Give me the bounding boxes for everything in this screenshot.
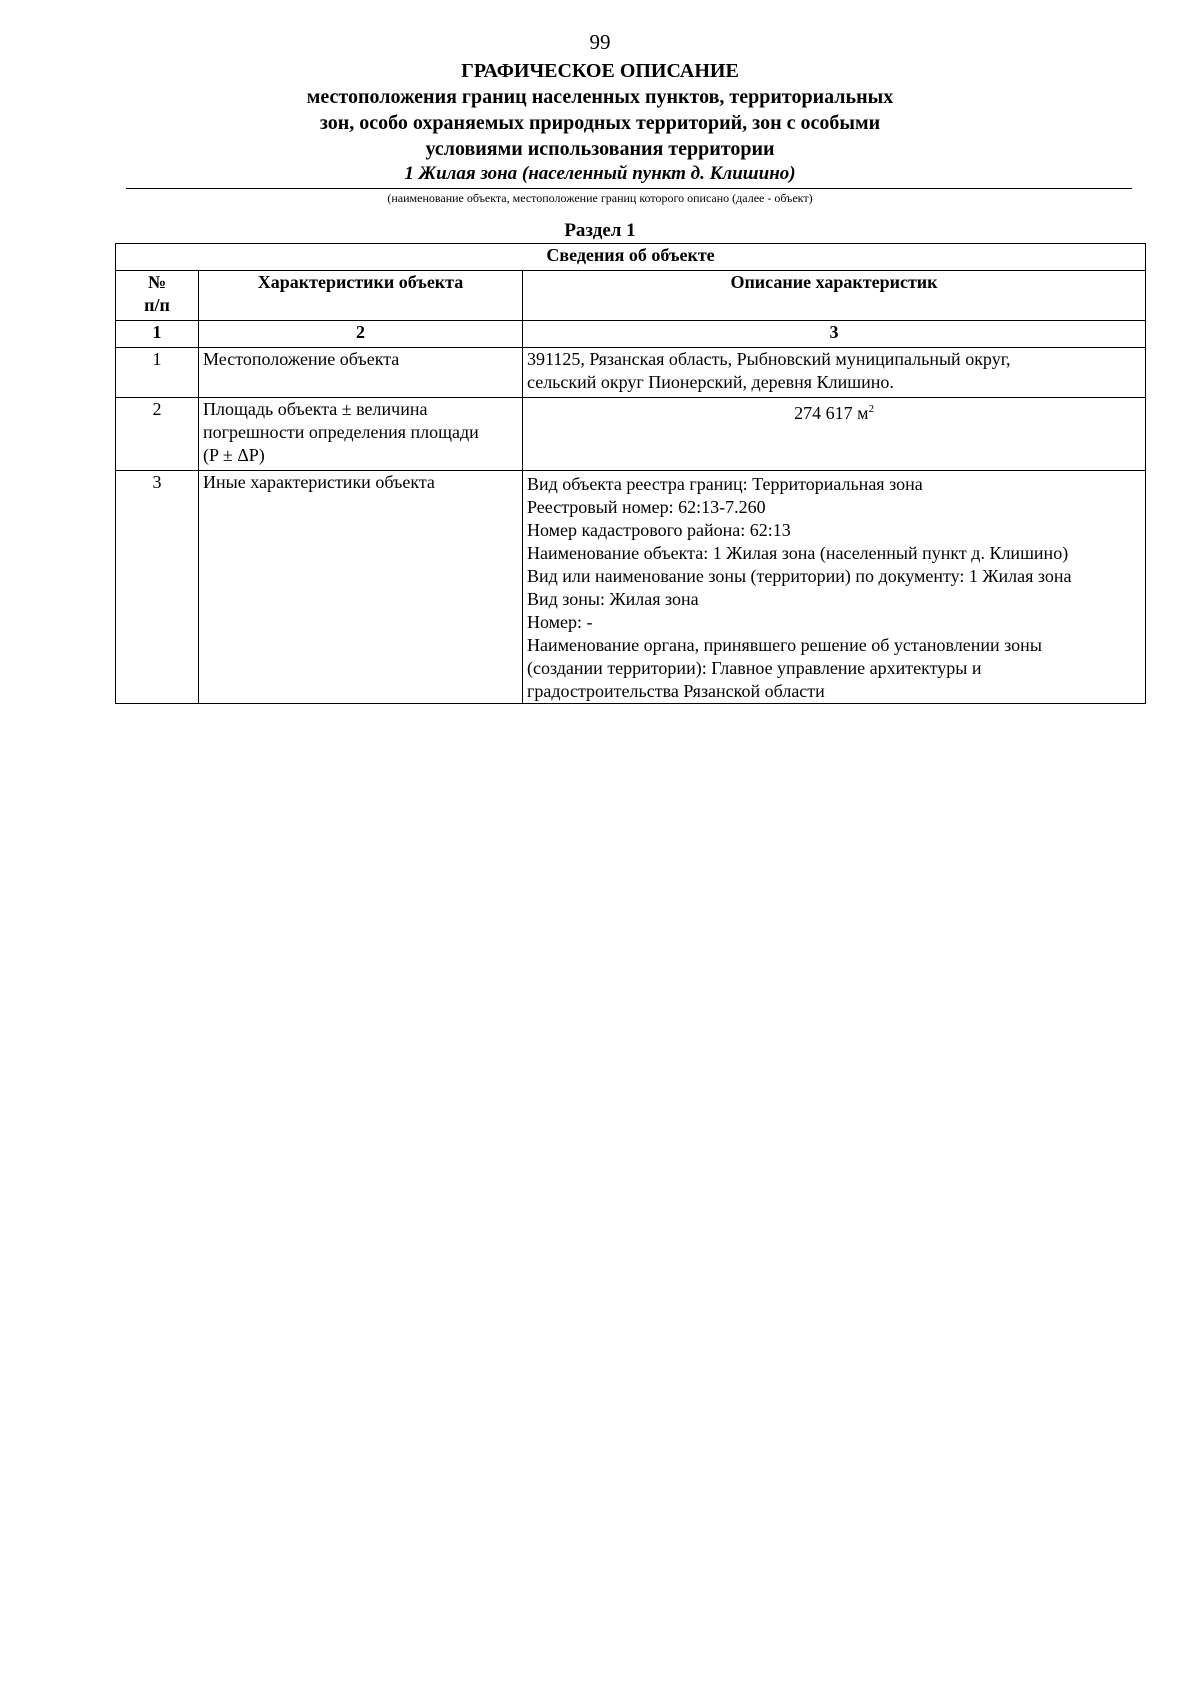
other-characteristic-line: Вид зоны: Жилая зона bbox=[527, 589, 699, 609]
table-caption: Сведения об объекте bbox=[116, 244, 1146, 271]
object-caption: (наименование объекта, местоположение границ которого описано (далее - объект) bbox=[387, 191, 813, 205]
title-line-3: условиями использования территории bbox=[425, 138, 775, 160]
other-characteristic-line: Наименование органа, принявшего решение об установлении зоны bbox=[527, 635, 1042, 655]
table-row bbox=[116, 471, 1146, 704]
row-characteristic: Местоположение объекта bbox=[199, 348, 523, 398]
object-name: 1 Жилая зона (населенный пункт д. Клишино) bbox=[404, 163, 796, 184]
other-characteristic-line: Номер: - bbox=[527, 612, 593, 632]
title-line-2: зон, особо охраняемых природных территорий, зон с особыми bbox=[319, 112, 881, 134]
other-characteristic-line: Номер кадастрового района: 62:13 bbox=[527, 520, 791, 540]
header-characteristics: Характеристики объекта bbox=[199, 271, 523, 321]
other-characteristic-line: Наименование объекта: 1 Жилая зона (населенный пункт д. Клишино) bbox=[527, 543, 1069, 563]
header-num-line-1: № bbox=[147, 272, 167, 292]
description-line: 391125, Рязанская область, Рыбновский муниципальный округ, bbox=[527, 349, 1011, 369]
characteristic-line: погрешности определения площади bbox=[203, 422, 479, 442]
description-line: сельский округ Пионерский, деревня Клишино. bbox=[527, 372, 894, 392]
table-header-row bbox=[116, 271, 1146, 321]
table-index-row bbox=[116, 321, 1146, 348]
table-row bbox=[116, 348, 1146, 398]
other-characteristic-line: Реестровый номер: 62:13-7.260 bbox=[527, 497, 766, 517]
row-number: 3 bbox=[116, 471, 199, 704]
document-title bbox=[250, 58, 950, 162]
other-characteristic-line: (создании территории): Главное управление архитектуры и bbox=[527, 658, 982, 678]
page-number: 99 bbox=[589, 30, 611, 54]
other-characteristic-line: градостроительства Рязанской области bbox=[527, 681, 825, 701]
other-characteristic-line: Вид или наименование зоны (территории) по документу: 1 Жилая зона bbox=[527, 566, 1072, 586]
index-cell-1: 1 bbox=[116, 321, 199, 348]
other-characteristic-line: Вид объекта реестра границ: Территориальная зона bbox=[527, 474, 923, 494]
row-characteristic: Иные характеристики объекта bbox=[199, 471, 523, 704]
index-cell-3: 3 bbox=[523, 321, 1146, 348]
table-caption-row bbox=[116, 244, 1146, 271]
object-info-table bbox=[115, 243, 1146, 704]
header-description: Описание характеристик bbox=[523, 271, 1146, 321]
table-row bbox=[116, 398, 1146, 471]
row-number: 1 bbox=[116, 348, 199, 398]
section-title: Раздел 1 bbox=[564, 220, 636, 241]
area-value-text: 274 617 м bbox=[794, 403, 869, 423]
area-unit-exponent: 2 bbox=[868, 403, 874, 415]
characteristic-line: Площадь объекта ± величина bbox=[203, 399, 428, 419]
index-cell-2: 2 bbox=[199, 321, 523, 348]
object-name-underline bbox=[126, 188, 1132, 189]
title-main: ГРАФИЧЕСКОЕ ОПИСАНИЕ bbox=[461, 60, 739, 82]
row-number: 2 bbox=[116, 398, 199, 471]
characteristic-line: (P ± ΔP) bbox=[203, 445, 265, 465]
header-num bbox=[116, 271, 199, 321]
title-line-1: местоположения границ населенных пунктов, территориальных bbox=[306, 86, 894, 108]
row-characteristic bbox=[199, 398, 523, 471]
header-num-line-2: п/п bbox=[144, 295, 170, 315]
area-value bbox=[523, 398, 1146, 471]
row-description bbox=[523, 348, 1146, 398]
row-description bbox=[523, 471, 1146, 704]
